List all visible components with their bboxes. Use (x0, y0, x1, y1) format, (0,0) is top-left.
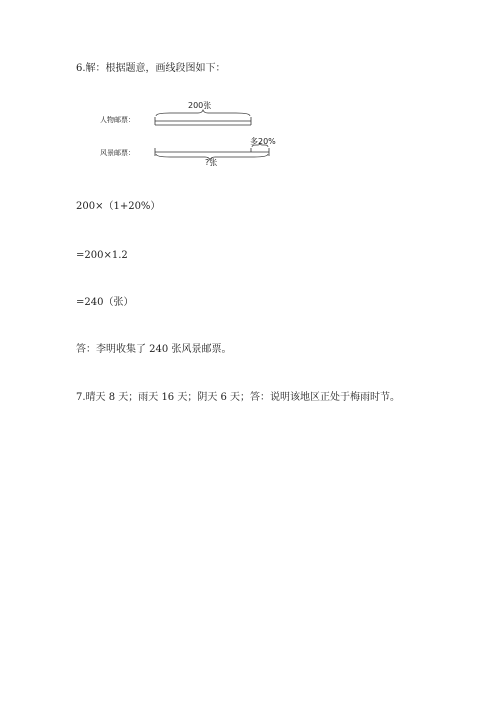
calculation-line-2: =200×1.2 (76, 250, 128, 261)
solution-7-answer: 7.晴天 8 天；雨天 16 天；阴天 6 天；答：说明该地区正处于梅雨时节。 (76, 392, 401, 403)
people-stamps-segment (155, 117, 251, 125)
solution-6-answer: 答：李明收集了 240 张风景邮票。 (76, 344, 232, 355)
scenery-stamps-segment (155, 148, 269, 156)
unknown-count-label: ?张 (205, 158, 218, 167)
calculation-line-3: =240（张） (76, 297, 134, 308)
top-brace (156, 110, 250, 116)
top-brace-label: 200张 (188, 101, 212, 110)
scenery-stamps-label: 风景邮票： (100, 149, 135, 157)
people-stamps-label: 人物邮票： (100, 116, 135, 124)
more-percent-label: 多20% (250, 137, 276, 146)
calculation-line-1: 200×（1+20%） (76, 201, 161, 212)
solution-6-heading: 6.解：根据题意，画线段图如下： (76, 63, 226, 74)
